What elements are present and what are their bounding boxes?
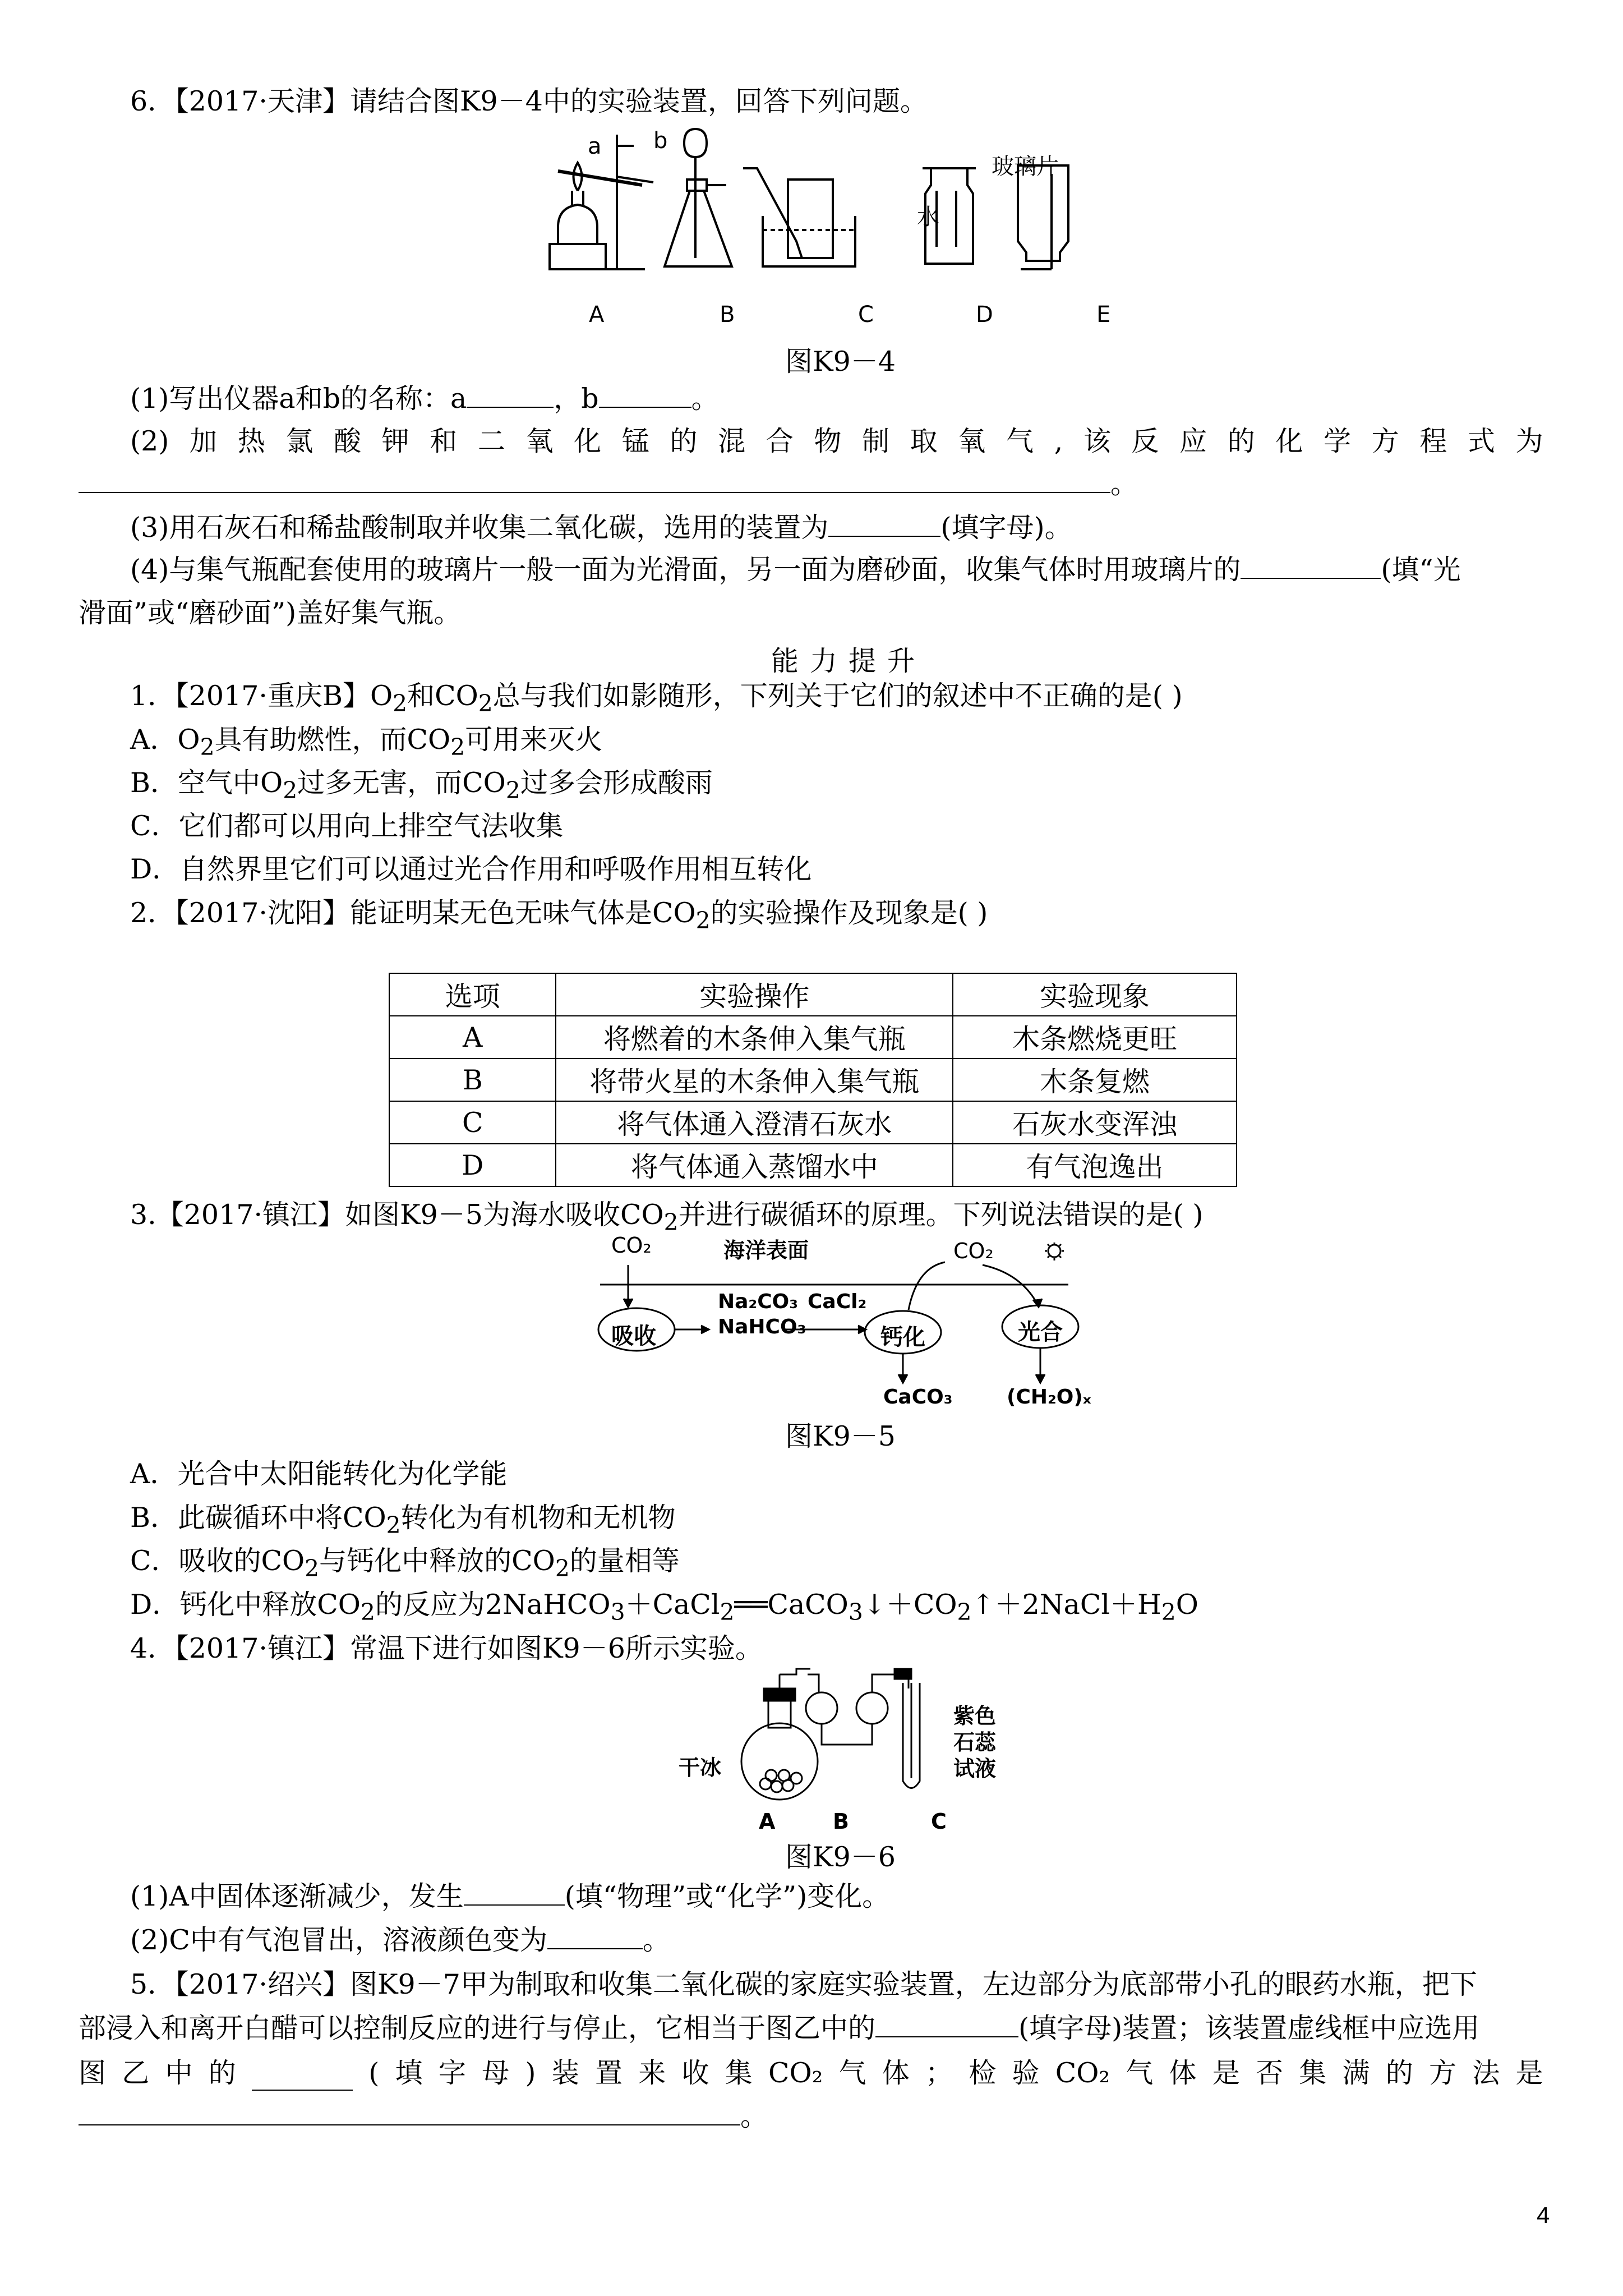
a4-stem: 4．【2017·镇江】常温下进行如图K9－6所示实验。 (130, 1632, 763, 1664)
fig5-na2co3: Na₂CO₃ (718, 1290, 798, 1313)
table-cell: 将气体通入蒸馏水中 (556, 1144, 953, 1186)
section-heading: 能力提升 (771, 645, 926, 677)
a1-option-b: B．空气中$O_2$过多无害，而$CO_2$过多会形成酸雨 (130, 767, 713, 804)
a3-stem: 3.【2017·镇江】如图K9－5为海水吸收$CO_2$并进行碳循环的原理。下列说法错误的是( ) (130, 1199, 1204, 1236)
a3-option-c: C．吸收的$CO_2$与钙化中释放的$CO_2$的量相等 (130, 1545, 680, 1582)
fig6-litmus-1: 紫色 (953, 1704, 997, 1728)
a2-stem: 2．【2017·沈阳】能证明某无色无味气体是$CO_2$的实验操作及现象是( ) (130, 897, 988, 934)
fig-label-a: a (588, 134, 602, 159)
tube-b (780, 1669, 911, 1745)
a4-part1: (1)A中固体逐渐减少，发生 (填“物理”或“化学”)变化。 (130, 1880, 890, 1912)
table-cell: A (389, 1016, 556, 1059)
page-number: 4 (1537, 2202, 1550, 2228)
a5-line3: 图 乙 中 的 ( 填 字 母 ) 装 置 来 收 集 CO₂ 气 体 ； 检 验 CO₂ 气 体 是 否 集 满 的 方 法 是 (79, 2056, 1543, 2091)
a1-option-d: D．自然界里它们可以通过光合作用和呼吸作用相互转化 (130, 853, 812, 885)
q6-part2: (2) 加 热 氯 酸 钾 和 二 氧 化 锰 的 混 合 物 制 取 氧 气 , 该 反 应 的 化 学 方 程 式 为 (130, 425, 1543, 457)
q6-stem: 6．【2017·天津】请结合图K9－4中的实验装置，回答下列问题。 (130, 85, 928, 117)
fig-letter-b: B (720, 302, 735, 328)
table-cell: 将气体通入澄清石灰水 (556, 1101, 953, 1144)
a1-stem: 1．【2017·重庆B】$O_2$和$CO_2$总与我们如影随形，下列关于它们的叙述中不正确的是( ) (130, 680, 1183, 717)
a3-option-a: A．光合中太阳能转化为化学能 (130, 1458, 508, 1490)
fig-letter-a: A (589, 302, 605, 328)
fig5-absorb-label: 吸收 (611, 1323, 656, 1349)
fig5-co2-left: CO₂ (611, 1233, 652, 1258)
table-header: 选项 (389, 973, 556, 1016)
apparatus-e (1018, 165, 1068, 269)
a3-option-b: B．此碳循环中将$CO_2$转化为有机物和无机物 (130, 1502, 676, 1539)
q6-part4: (4)与集气瓶配套使用的玻璃片一般一面为光滑面，另一面为磨砂面，收集气体时用玻璃片的 (填“光 (130, 554, 1461, 586)
fig6-litmus-3: 试液 (953, 1756, 997, 1781)
table-cell: C (389, 1101, 556, 1144)
flask-a (741, 1674, 818, 1800)
fig-label-water: 水 (917, 204, 939, 230)
q6-part3: (3)用石灰石和稀盐酸制取并收集二氧化碳，选用的装置为 (填字母)。 (130, 512, 1072, 544)
fig6-letter-b: B (833, 1809, 849, 1834)
table-header: 实验现象 (953, 973, 1237, 1016)
q6-part1: (1)写出仪器a和b的名称：a ，b 。 (130, 383, 719, 415)
table-cell: 将燃着的木条伸入集气瓶 (556, 1016, 953, 1059)
a1-option-c: C．它们都可以用向上排空气法收集 (130, 810, 564, 842)
a4-part2: (2)C中有气泡冒出，溶液颜色变为 。 (130, 1924, 670, 1956)
table-cell: 有气泡逸出 (953, 1144, 1237, 1186)
a5-line4: 。 (79, 2099, 768, 2134)
fig5-ocean-surface: 海洋表面 (723, 1238, 809, 1263)
a3-option-d: D．钙化中释放$CO_2$的反应为$2NaHCO_3+CaCl_2══CaCO_3↓+CO_2↑+2NaCl+H_2O$ (130, 1589, 1198, 1626)
fig-letter-e: E (1096, 302, 1111, 328)
fig-label-glass-plate: 玻璃片 (992, 154, 1059, 180)
a2-options-table (389, 973, 1237, 1187)
fig6-dry-ice: 干冰 (679, 1755, 722, 1780)
table-cell: 木条复燃 (953, 1059, 1237, 1101)
figure-caption-k9-4: 图K9－4 (785, 346, 896, 378)
sun-icon (1048, 1245, 1061, 1257)
fig5-photo-label: 光合 (1018, 1319, 1063, 1345)
figure-caption-k9-5: 图K9－5 (785, 1420, 896, 1452)
fig5-calcify-label: 钙化 (880, 1324, 925, 1350)
table-cell: B (389, 1059, 556, 1101)
q6-part4-cont: 滑面”或“磨砂面”)盖好集气瓶。 (79, 597, 462, 629)
figure-caption-k9-6: 图K9－6 (785, 1841, 896, 1873)
table-cell: 木条燃烧更旺 (953, 1016, 1237, 1059)
table-cell: 石灰水变浑浊 (953, 1101, 1237, 1144)
fig5-nahco3: NaHCO₃ (718, 1315, 806, 1338)
fig5-caco3: CaCO₃ (883, 1386, 953, 1409)
apparatus-c (743, 168, 855, 266)
fig-letter-d: D (976, 302, 993, 328)
table-row (389, 1016, 1237, 1059)
fig-letter-c: C (858, 302, 874, 328)
a5-line2: 部浸入和离开白醋可以控制反应的进行与停止，它相当于图乙中的 (填字母)装置；该装置虚线框中应选用 (79, 2012, 1480, 2044)
figure-k9-6-apparatus (729, 1663, 965, 1809)
fig6-letter-c: C (931, 1809, 947, 1834)
fig5-cacl2: CaCl₂ (808, 1290, 867, 1313)
table-cell: 将带火星的木条伸入集气瓶 (556, 1059, 953, 1101)
table-row (389, 1144, 1237, 1186)
fig5-co2-right: CO₂ (953, 1239, 994, 1263)
table-cell: D (389, 1144, 556, 1186)
a1-option-a: A．$O_2$具有助燃性，而$CO_2$可用来灭火 (130, 724, 603, 761)
a5-line1: 5．【2017·绍兴】图K9－7甲为制取和收集二氧化碳的家庭实验装置，左边部分为底部带小孔的眼药水瓶，把下 (130, 1968, 1477, 2000)
fig-label-b: b (653, 128, 668, 154)
fig6-letter-a: A (759, 1809, 776, 1834)
q6-part2-answer: 。 (79, 467, 1138, 501)
table-header: 实验操作 (556, 973, 953, 1016)
table-row (389, 1059, 1237, 1101)
apparatus-b (665, 129, 732, 266)
test-tube-c (903, 1683, 920, 1788)
table-header-row (389, 973, 1237, 1016)
fig5-ch2o: (CH₂O)ₓ (1007, 1386, 1091, 1409)
table-row (389, 1101, 1237, 1144)
fig6-litmus-2: 石蕊 (953, 1730, 997, 1755)
